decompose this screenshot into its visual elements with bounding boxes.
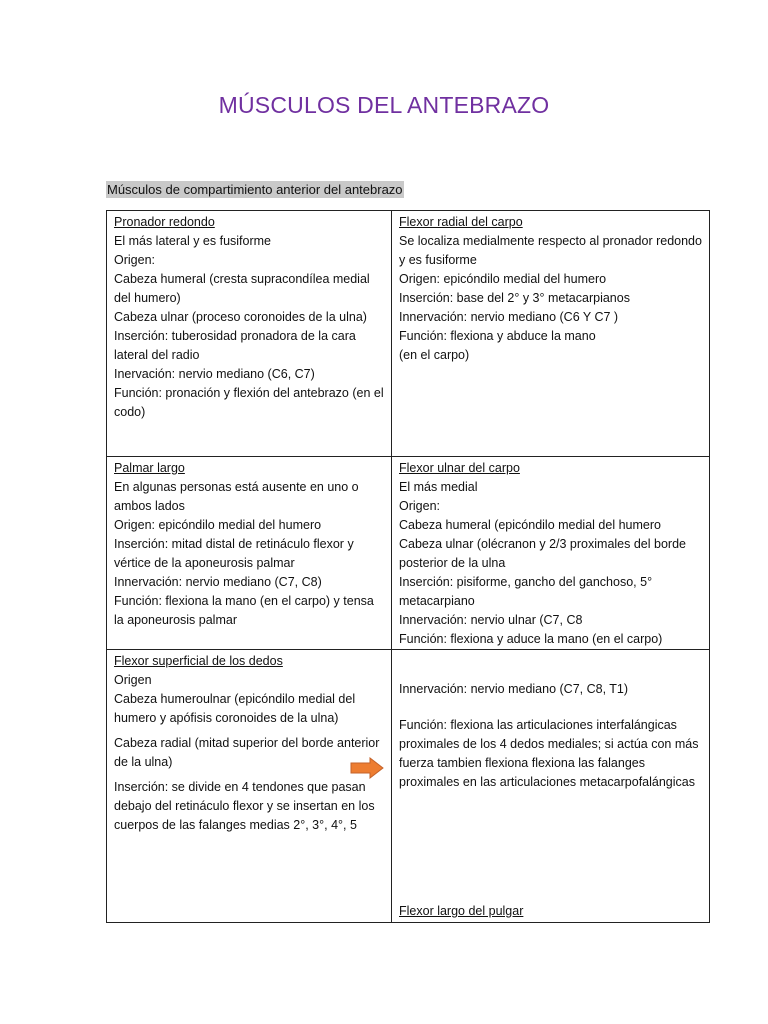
cell-palmar-largo (107, 457, 392, 650)
cell-line: Función: flexiona y abduce la mano (399, 329, 596, 343)
cell-pronador-redondo (107, 211, 392, 457)
cell-line: Función: pronación y flexión del antebrazo (en el codo) (114, 386, 384, 419)
muscle-title: Palmar largo (114, 461, 185, 475)
cell-line: Inserción: mitad distal de retináculo flexor y vértice de la aponeurosis palmar (114, 537, 354, 570)
cell-line: Cabeza humeral (cresta supracondílea medial del humero) (114, 272, 370, 305)
cell-flexor-ulnar-carpo (392, 457, 710, 650)
muscle-title: Flexor superficial de los dedos (114, 654, 283, 668)
cell-line: El más medial (399, 480, 478, 494)
cell-line: Se localiza medialmente respecto al pronador redondo y es fusiforme (399, 234, 702, 267)
cell-line: Inserción: base del 2° y 3° metacarpianos (399, 291, 630, 305)
cell-flexor-superficial-continued (392, 650, 710, 923)
cell-flexor-radial-carpo (392, 211, 710, 457)
cell-line: Origen: epicóndilo medial del humero (399, 272, 607, 286)
page-title: MÚSCULOS DEL ANTEBRAZO (218, 92, 550, 118)
cell-line: Cabeza humeroulnar (epicóndilo medial del humero y apófisis coronoides de la ulna) (114, 692, 356, 725)
cell-line: Inervación: nervio mediano (C6, C7) (114, 367, 315, 381)
right-arrow-icon (350, 757, 384, 779)
cell-line: Cabeza ulnar (olécranon y 2/3 proximales del borde posterior de la ulna (399, 537, 686, 570)
cell-paragraph: Inserción: se divide en 4 tendones que pasan debajo del retináculo flexor y se insertan en los cuerpos de las falanges medias 2°, 3°, 4°, 5 (114, 780, 375, 832)
cell-line: Inserción: pisiforme, gancho del ganchoso, 5° metacarpiano (399, 575, 653, 608)
muscle-title: Flexor ulnar del carpo (399, 461, 520, 475)
cell-line: El más lateral y es fusiforme (114, 234, 271, 248)
cell-line: Cabeza ulnar (proceso coronoides de la ulna) (114, 310, 367, 324)
table-row (107, 211, 710, 457)
cell-paragraph: Función: flexiona las articulaciones interfalángicas proximales de los 4 dedos mediales; si actúa con más fuerza tambien flexiona flexiona las falanges proximales en las articulaciones metacarpofalángicas (399, 718, 699, 789)
cell-line: En algunas personas está ausente en uno o ambos lados (114, 480, 359, 513)
cell-flexor-superficial (107, 650, 392, 923)
cell-line: Cabeza humeral (epicóndilo medial del humero (399, 518, 661, 532)
cell-line: Innervación: nervio ulnar (C7, C8 (399, 613, 583, 627)
cell-paragraph: Cabeza radial (mitad superior del borde anterior de la ulna) (114, 736, 380, 769)
cell-line: Origen: (399, 499, 440, 513)
cell-line: Origen: (114, 253, 155, 267)
section-heading: Músculos de compartimiento anterior del antebrazo (107, 182, 403, 197)
cell-line: Innervación: nervio mediano (C6 Y C7 ) (399, 310, 619, 324)
table-row (107, 650, 710, 923)
cell-line: Origen (114, 673, 152, 687)
cell-line: Innervación: nervio mediano (C7, C8) (114, 575, 322, 589)
cell-line: Inserción: tuberosidad pronadora de la cara lateral del radio (114, 329, 356, 362)
cell-line: Función: flexiona y aduce la mano (en el carpo) (399, 632, 663, 646)
muscles-table (106, 210, 710, 923)
cell-line: Innervación: nervio mediano (C7, C8, T1) (399, 682, 629, 696)
muscle-title: Flexor radial del carpo (399, 215, 523, 229)
cell-line: Función: flexiona la mano (en el carpo) y tensa la aponeurosis palmar (114, 594, 374, 627)
muscle-title: Flexor largo del pulgar (399, 904, 524, 918)
cell-line: Origen: epicóndilo medial del humero (114, 518, 322, 532)
cell-line: (en el carpo) (399, 348, 470, 362)
table-row (107, 457, 710, 650)
muscle-title: Pronador redondo (114, 215, 215, 229)
